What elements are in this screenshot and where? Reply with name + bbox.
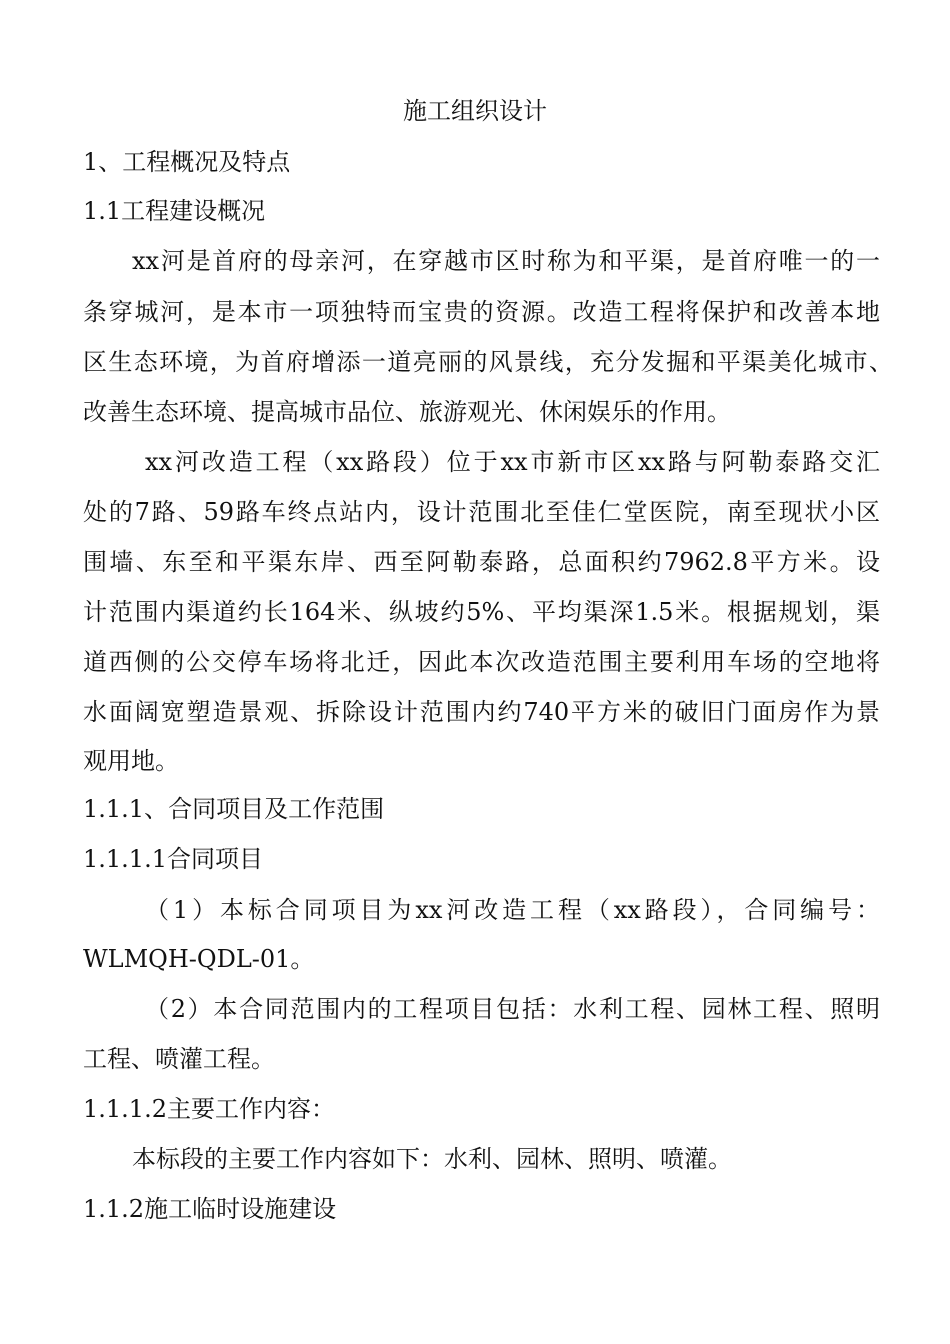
heading-1-1-2: 1.1.2施工临时设施建设 [83, 1195, 337, 1223]
paragraph-line: 条穿城河，是本市一项独特而宝贵的资源。改造工程将保护和改善本地 [83, 298, 880, 326]
paragraph-line: 区生态环境，为首府增添一道亮丽的风景线，充分发掘和平渠美化城市、 [83, 348, 893, 376]
paragraph-line: 本标段的主要工作内容如下：水利、园林、照明、喷灌。 [132, 1145, 732, 1173]
paragraph-line: 围墙、东至和平渠东岸、西至阿勒泰路，总面积约7962.8平方米。设 [83, 548, 880, 576]
paragraph-line: 道西侧的公交停车场将北迁，因此本次改造范围主要利用车场的空地将 [83, 648, 880, 676]
heading-1-1: 1.1工程建设概况 [83, 197, 266, 225]
paragraph-line: （2）本合同范围内的工程项目包括：水利工程、园林工程、照明 [145, 995, 880, 1023]
paragraph-line: （1）本标合同项目为xx河改造工程（xx路段），合同编号： [145, 896, 880, 924]
heading-1: 1、工程概况及特点 [83, 148, 291, 176]
paragraph-line: 改善生态环境、提高城市品位、旅游观光、休闲娱乐的作用。 [83, 398, 731, 426]
paragraph-line: 水面阔宽塑造景观、拆除设计范围内约740平方米的破旧门面房作为景 [83, 698, 880, 726]
paragraph-line: xx河是首府的母亲河，在穿越市区时称为和平渠，是首府唯一的一 [132, 247, 880, 275]
paragraph-line: 工程、喷灌工程。 [83, 1045, 275, 1073]
heading-1-1-1-1: 1.1.1.1合同项目 [83, 845, 263, 873]
document-title: 施工组织设计 [403, 97, 547, 125]
heading-1-1-1: 1.1.1、合同项目及工作范围 [83, 795, 385, 823]
paragraph-line: 观用地。 [83, 747, 179, 775]
paragraph-line: WLMQH-QDL-01。 [83, 945, 315, 973]
heading-1-1-1-2: 1.1.1.2主要工作内容： [83, 1095, 335, 1123]
paragraph-line: xx河改造工程（xx路段）位于xx市新市区xx路与阿勒泰路交汇 [145, 448, 880, 476]
paragraph-line: 处的7路、59路车终点站内，设计范围北至佳仁堂医院，南至现状小区 [83, 498, 880, 526]
paragraph-line: 计范围内渠道约长164米、纵坡约5%、平均渠深1.5米。根据规划，渠 [83, 598, 880, 626]
